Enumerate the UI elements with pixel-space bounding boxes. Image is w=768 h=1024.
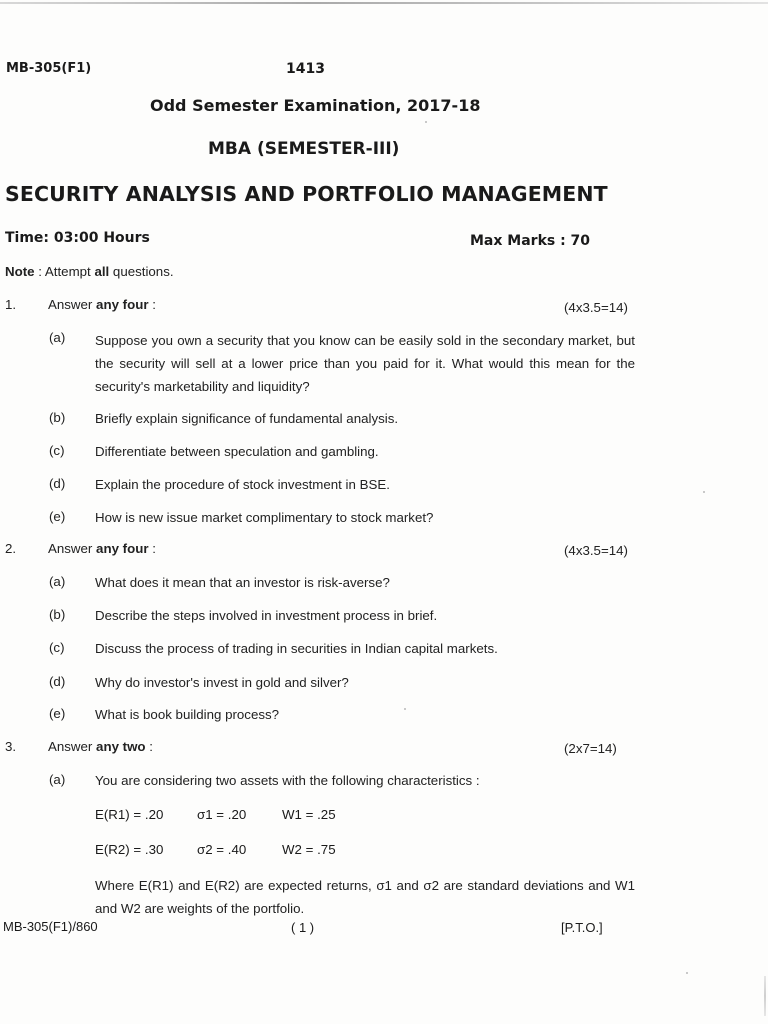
formula-weight-2: W2 = .75 [282,842,336,857]
question-1d-text: Explain the procedure of stock investment in BSE. [95,477,390,492]
question-3-lead: Answer [48,739,97,754]
exam-title: Odd Semester Examination, 2017-18 [150,96,481,115]
question-1b-label: (b) [49,410,66,425]
question-1a-label: (a) [49,330,66,345]
question-1e-label: (e) [49,509,66,524]
question-3-number: 3. [5,739,17,754]
question-1c-text: Differentiate between speculation and gambling. [95,444,379,459]
question-2b-text: Describe the steps involved in investment process in brief. [95,608,438,623]
question-2c-text: Discuss the process of trading in securities in Indian capital markets. [95,641,498,656]
program-title: MBA (SEMESTER-III) [208,139,400,159]
note-label: Note [5,264,35,279]
question-3-instruction [48,739,153,754]
question-2a-label: (a) [49,574,66,589]
question-2-instruction [48,541,156,556]
question-2-lead-bold: any four [96,541,149,556]
question-2d-label: (d) [49,674,66,689]
question-2-lead-tail: : [148,541,156,556]
question-1c-label: (c) [49,443,65,458]
serial-number: 1413 [286,61,325,77]
question-3a-text: You are considering two assets with the following characteristics : [95,773,480,788]
question-3a-explanation: Where E(R1) and E(R2) are expected returns, σ1 and σ2 are standard deviations and W1 and W2 are weights of the portfolio. [95,878,635,916]
question-3a-label: (a) [49,772,66,787]
question-1a-text: Suppose you own a security that you know can be easily sold in the secondary market, but the security will sell at a lower price than you paid for it. What would this mean for the security's marketability and liquidity? [95,333,635,394]
note-text-post: questions. [109,264,174,279]
question-2c-label: (c) [49,640,65,655]
note-text-pre: Attempt [44,264,95,279]
question-1-marks: (4x3.5=14) [564,300,628,315]
scan-edge-mark [764,976,766,1016]
formula-std-dev-1: σ1 = .20 [197,807,247,822]
max-marks: Max Marks : 70 [470,233,591,249]
question-1-lead: Answer [48,297,97,312]
footer-page-number: ( 1 ) [291,920,315,935]
formula-expected-return-1: E(R1) = .20 [95,807,164,822]
question-2e-text: What is book building process? [95,707,280,722]
scan-speck [425,121,427,123]
footer-pto: [P.T.O.] [561,920,603,935]
question-3-lead-tail: : [145,739,153,754]
footer-paper-code: MB-305(F1)/860 [3,919,98,934]
scan-speck [703,491,705,493]
question-1-lead-tail: : [148,297,156,312]
question-1b-text: Briefly explain significance of fundamental analysis. [95,411,399,426]
formula-std-dev-2: σ2 = .40 [197,842,247,857]
question-2-marks: (4x3.5=14) [564,543,628,558]
subject-title: SECURITY ANALYSIS AND PORTFOLIO MANAGEMENT [5,182,608,206]
question-2b-label: (b) [49,607,66,622]
question-1-lead-bold: any four [96,297,149,312]
note-text-bold: all [94,264,110,279]
question-3-lead-bold: any two [96,739,146,754]
formula-weight-1: W1 = .25 [282,807,336,822]
question-1e-text: How is new issue market complimentary to stock market? [95,510,434,525]
scan-speck [686,972,688,974]
question-1-instruction [48,297,156,312]
paper-code: MB-305(F1) [6,61,92,76]
note-separator: : [34,264,45,279]
scan-speck [404,708,406,710]
question-2e-label: (e) [49,706,66,721]
question-2-lead: Answer [48,541,97,556]
instructions-note [5,264,174,279]
question-1d-label: (d) [49,476,66,491]
question-2d-text: Why do investor's invest in gold and silver? [95,675,349,690]
question-2a-text: What does it mean that an investor is risk-averse? [95,575,390,590]
formula-expected-return-2: E(R2) = .30 [95,842,164,857]
scan-edge-line [0,2,768,4]
question-3-marks: (2x7=14) [564,741,617,756]
question-2-number: 2. [5,541,17,556]
time-allowed: Time: 03:00 Hours [5,230,150,246]
question-1-number: 1. [5,297,17,312]
